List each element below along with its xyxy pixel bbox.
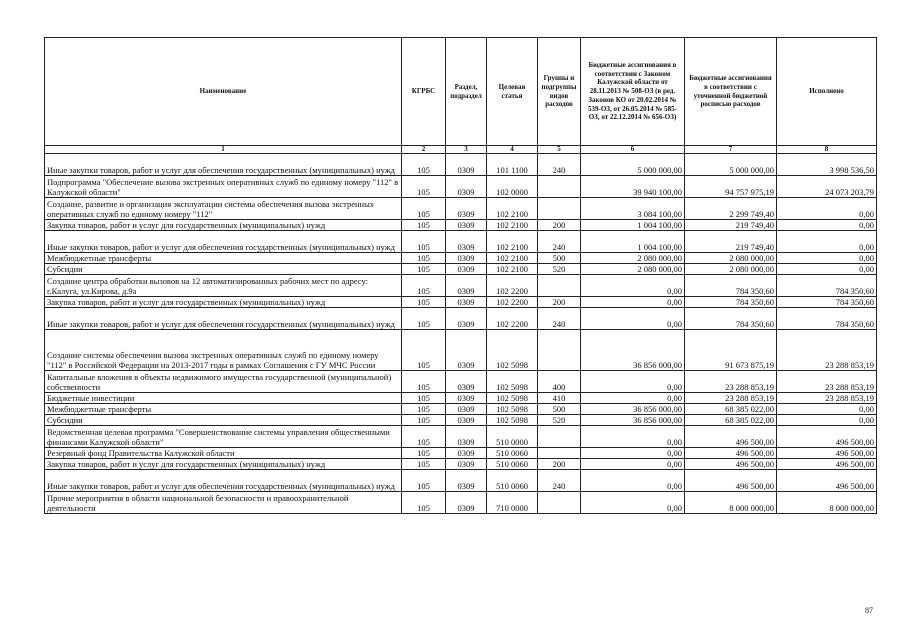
row-section: 0309 bbox=[446, 330, 487, 371]
row-revised-amount: 784 350,60 bbox=[685, 297, 777, 308]
header-executed: Исполнено bbox=[777, 38, 877, 146]
row-ktrbs: 105 bbox=[402, 220, 446, 231]
row-executed-amount: 0,00 bbox=[777, 404, 877, 415]
row-group: 400 bbox=[538, 371, 581, 393]
row-revised-amount: 5 000 000,00 bbox=[685, 154, 777, 176]
row-target: 102 2200 bbox=[487, 297, 538, 308]
row-name: Капитальные вложения в объекты недвижимого имущества государственной (муниципальной) собственности bbox=[45, 371, 402, 393]
row-executed-amount: 24 073 203,79 bbox=[777, 176, 877, 198]
table-row bbox=[45, 470, 877, 492]
row-target: 102 2100 bbox=[487, 253, 538, 264]
row-ktrbs: 105 bbox=[402, 330, 446, 371]
table-row bbox=[45, 426, 877, 448]
row-revised-amount: 2 080 000,00 bbox=[685, 264, 777, 275]
row-name: Иные закупки товаров, работ и услуг для обеспечения государственных (муниципальных) нужд bbox=[45, 231, 402, 253]
row-group: 520 bbox=[538, 415, 581, 426]
row-section: 0309 bbox=[446, 404, 487, 415]
row-ktrbs: 105 bbox=[402, 393, 446, 404]
row-revised-amount: 2 299 749,40 bbox=[685, 198, 777, 220]
row-revised-amount: 8 000 000,00 bbox=[685, 492, 777, 514]
row-target: 102 5098 bbox=[487, 404, 538, 415]
row-name: Создание системы обеспечения вызова экстренных оперативных служб по единому номеру "112" в Российской Федерации на 2013-2017 годы в рамках Соглашения с ГУ МЧС России bbox=[45, 330, 402, 371]
column-number: 7 bbox=[685, 146, 777, 154]
table-row bbox=[45, 220, 877, 231]
table-row bbox=[45, 297, 877, 308]
row-group: 240 bbox=[538, 231, 581, 253]
row-revised-amount: 2 080 000,00 bbox=[685, 253, 777, 264]
row-executed-amount: 0,00 bbox=[777, 220, 877, 231]
row-name: Резервный фонд Правительства Калужской области bbox=[45, 448, 402, 459]
row-target: 510 0000 bbox=[487, 426, 538, 448]
row-section: 0309 bbox=[446, 426, 487, 448]
row-revised-amount: 219 749,40 bbox=[685, 220, 777, 231]
row-ktrbs: 105 bbox=[402, 231, 446, 253]
table-row bbox=[45, 330, 877, 371]
row-law-amount: 39 940 100,00 bbox=[581, 176, 685, 198]
row-revised-amount: 496 500,00 bbox=[685, 470, 777, 492]
row-law-amount: 1 004 100,00 bbox=[581, 220, 685, 231]
row-ktrbs: 105 bbox=[402, 371, 446, 393]
row-law-amount: 0,00 bbox=[581, 308, 685, 330]
table-row bbox=[45, 176, 877, 198]
table-row bbox=[45, 275, 877, 297]
row-section: 0309 bbox=[446, 448, 487, 459]
row-name: Субсидии bbox=[45, 415, 402, 426]
row-group: 240 bbox=[538, 470, 581, 492]
table-row bbox=[45, 448, 877, 459]
page-number: 87 bbox=[865, 606, 873, 615]
row-name: Закупка товаров, работ и услуг для государственных (муниципальных) нужд bbox=[45, 220, 402, 231]
row-group bbox=[538, 275, 581, 297]
row-law-amount: 0,00 bbox=[581, 492, 685, 514]
row-group: 200 bbox=[538, 459, 581, 470]
row-executed-amount: 23 288 853,19 bbox=[777, 393, 877, 404]
header-law: Бюджетные ассигнования в соответствии с Законом Калужской области от 28.11.2013 № 508-ОЗ (в ред. Законов КО от 20.02.2014 № 539-ОЗ, от 26.05.2014 № 585-ОЗ, от 22.12.2014 № 656-ОЗ) bbox=[581, 38, 685, 146]
row-group: 200 bbox=[538, 220, 581, 231]
row-revised-amount: 784 350,60 bbox=[685, 308, 777, 330]
table-row bbox=[45, 459, 877, 470]
row-executed-amount: 0,00 bbox=[777, 253, 877, 264]
row-law-amount: 0,00 bbox=[581, 297, 685, 308]
row-target: 102 5098 bbox=[487, 415, 538, 426]
row-revised-amount: 496 500,00 bbox=[685, 459, 777, 470]
row-group bbox=[538, 492, 581, 514]
row-ktrbs: 105 bbox=[402, 426, 446, 448]
row-law-amount: 0,00 bbox=[581, 393, 685, 404]
row-revised-amount: 23 288 853,19 bbox=[685, 393, 777, 404]
row-ktrbs: 105 bbox=[402, 459, 446, 470]
column-number: 4 bbox=[487, 146, 538, 154]
row-revised-amount: 94 757 975,19 bbox=[685, 176, 777, 198]
row-executed-amount: 496 500,00 bbox=[777, 448, 877, 459]
header-name: Наименование bbox=[45, 38, 402, 146]
row-ktrbs: 105 bbox=[402, 470, 446, 492]
row-target: 101 1100 bbox=[487, 154, 538, 176]
row-section: 0309 bbox=[446, 176, 487, 198]
row-revised-amount: 784 350,60 bbox=[685, 275, 777, 297]
row-law-amount: 5 000 000,00 bbox=[581, 154, 685, 176]
row-section: 0309 bbox=[446, 275, 487, 297]
row-section: 0309 bbox=[446, 393, 487, 404]
row-group bbox=[538, 176, 581, 198]
row-name: Создание, развитие и организация эксплуатации системы обеспечения вызова экстренных оперативных служб по единому номеру "112" bbox=[45, 198, 402, 220]
row-group: 500 bbox=[538, 253, 581, 264]
row-name: Субсидии bbox=[45, 264, 402, 275]
row-section: 0309 bbox=[446, 297, 487, 308]
row-revised-amount: 219 749,40 bbox=[685, 231, 777, 253]
row-executed-amount: 496 500,00 bbox=[777, 426, 877, 448]
row-law-amount: 1 004 100,00 bbox=[581, 231, 685, 253]
row-ktrbs: 105 bbox=[402, 198, 446, 220]
header-target: Целевая статья bbox=[487, 38, 538, 146]
row-ktrbs: 105 bbox=[402, 176, 446, 198]
table-row bbox=[45, 393, 877, 404]
row-law-amount: 0,00 bbox=[581, 426, 685, 448]
column-number: 5 bbox=[538, 146, 581, 154]
row-ktrbs: 105 bbox=[402, 264, 446, 275]
header-revised: Бюджетные ассигнования в соответствии с уточненной бюджетной росписью расходов bbox=[685, 38, 777, 146]
row-target: 102 2200 bbox=[487, 308, 538, 330]
table-row bbox=[45, 231, 877, 253]
row-target: 102 2100 bbox=[487, 231, 538, 253]
row-target: 710 0000 bbox=[487, 492, 538, 514]
row-executed-amount: 784 350,60 bbox=[777, 275, 877, 297]
row-executed-amount: 23 288 853,19 bbox=[777, 371, 877, 393]
row-law-amount: 36 856 000,00 bbox=[581, 330, 685, 371]
row-executed-amount: 0,00 bbox=[777, 198, 877, 220]
row-section: 0309 bbox=[446, 459, 487, 470]
row-section: 0309 bbox=[446, 415, 487, 426]
row-group: 240 bbox=[538, 308, 581, 330]
row-section: 0309 bbox=[446, 308, 487, 330]
row-executed-amount: 23 288 853,19 bbox=[777, 330, 877, 371]
table-row bbox=[45, 371, 877, 393]
row-law-amount: 0,00 bbox=[581, 275, 685, 297]
row-group bbox=[538, 448, 581, 459]
row-section: 0309 bbox=[446, 220, 487, 231]
table-row bbox=[45, 404, 877, 415]
row-ktrbs: 105 bbox=[402, 297, 446, 308]
table-row bbox=[45, 492, 877, 514]
row-name: Ведомственная целевая программа "Совершенствование системы управления общественными финансами Калужской области" bbox=[45, 426, 402, 448]
row-name: Прочие мероприятия в области национальной безопасности и правоохранительной деятельности bbox=[45, 492, 402, 514]
row-section: 0309 bbox=[446, 492, 487, 514]
row-revised-amount: 68 385 022,00 bbox=[685, 415, 777, 426]
header-groups: Группы и подгруппы видов расходов bbox=[538, 38, 581, 146]
row-law-amount: 0,00 bbox=[581, 371, 685, 393]
row-law-amount: 2 080 000,00 bbox=[581, 253, 685, 264]
row-target: 102 2100 bbox=[487, 264, 538, 275]
row-name: Межбюджетные трансферты bbox=[45, 404, 402, 415]
row-ktrbs: 105 bbox=[402, 308, 446, 330]
row-ktrbs: 105 bbox=[402, 415, 446, 426]
row-name: Подпрограмма "Обеспечение вызова экстренных оперативных служб по единому номеру "112" в Калужской области" bbox=[45, 176, 402, 198]
row-section: 0309 bbox=[446, 371, 487, 393]
row-revised-amount: 496 500,00 bbox=[685, 448, 777, 459]
row-executed-amount: 0,00 bbox=[777, 231, 877, 253]
table-row bbox=[45, 264, 877, 275]
row-revised-amount: 23 288 853,19 bbox=[685, 371, 777, 393]
row-target: 102 5098 bbox=[487, 371, 538, 393]
row-group: 410 bbox=[538, 393, 581, 404]
row-executed-amount: 3 998 536,50 bbox=[777, 154, 877, 176]
row-target: 510 0060 bbox=[487, 459, 538, 470]
table-row bbox=[45, 198, 877, 220]
column-number-row bbox=[45, 146, 877, 154]
row-section: 0309 bbox=[446, 154, 487, 176]
row-executed-amount: 0,00 bbox=[777, 415, 877, 426]
row-executed-amount: 496 500,00 bbox=[777, 459, 877, 470]
row-law-amount: 36 856 000,00 bbox=[581, 415, 685, 426]
table-row bbox=[45, 308, 877, 330]
row-ktrbs: 105 bbox=[402, 253, 446, 264]
header-section: Раздел, подраздел bbox=[446, 38, 487, 146]
row-section: 0309 bbox=[446, 470, 487, 492]
row-target: 510 0060 bbox=[487, 470, 538, 492]
row-revised-amount: 496 500,00 bbox=[685, 426, 777, 448]
row-group bbox=[538, 198, 581, 220]
header-row bbox=[45, 38, 877, 146]
column-number: 2 bbox=[402, 146, 446, 154]
row-name: Закупка товаров, работ и услуг для государственных (муниципальных) нужд bbox=[45, 459, 402, 470]
row-group bbox=[538, 426, 581, 448]
column-number: 6 bbox=[581, 146, 685, 154]
row-name: Иные закупки товаров, работ и услуг для обеспечения государственных (муниципальных) нужд bbox=[45, 308, 402, 330]
row-executed-amount: 784 350,60 bbox=[777, 297, 877, 308]
row-target: 102 5098 bbox=[487, 330, 538, 371]
row-group bbox=[538, 330, 581, 371]
row-section: 0309 bbox=[446, 253, 487, 264]
column-number: 3 bbox=[446, 146, 487, 154]
row-executed-amount: 0,00 bbox=[777, 264, 877, 275]
row-revised-amount: 91 673 875,19 bbox=[685, 330, 777, 371]
header-ktrbs: КГРБС bbox=[402, 38, 446, 146]
row-law-amount: 0,00 bbox=[581, 448, 685, 459]
row-ktrbs: 105 bbox=[402, 404, 446, 415]
column-number: 8 bbox=[777, 146, 877, 154]
row-ktrbs: 105 bbox=[402, 154, 446, 176]
row-executed-amount: 8 000 000,00 bbox=[777, 492, 877, 514]
row-name: Закупка товаров, работ и услуг для государственных (муниципальных) нужд bbox=[45, 297, 402, 308]
budget-table bbox=[44, 37, 877, 514]
row-name: Создание центра обработки вызовов на 12 автоматизированных рабочих мест по адресу: г.Калуга, ул.Кирова, д.9а bbox=[45, 275, 402, 297]
row-target: 102 2100 bbox=[487, 220, 538, 231]
row-target: 102 2100 bbox=[487, 198, 538, 220]
row-executed-amount: 496 500,00 bbox=[777, 470, 877, 492]
row-target: 510 0060 bbox=[487, 448, 538, 459]
row-law-amount: 0,00 bbox=[581, 459, 685, 470]
row-name: Иные закупки товаров, работ и услуг для обеспечения государственных (муниципальных) нужд bbox=[45, 154, 402, 176]
row-name: Иные закупки товаров, работ и услуг для обеспечения государственных (муниципальных) нужд bbox=[45, 470, 402, 492]
row-name: Межбюджетные трансферты bbox=[45, 253, 402, 264]
row-target: 102 5098 bbox=[487, 393, 538, 404]
row-group: 520 bbox=[538, 264, 581, 275]
row-section: 0309 bbox=[446, 264, 487, 275]
table-row bbox=[45, 415, 877, 426]
row-law-amount: 36 856 000,00 bbox=[581, 404, 685, 415]
row-revised-amount: 68 385 022,00 bbox=[685, 404, 777, 415]
row-name: Бюджетные инвестиции bbox=[45, 393, 402, 404]
row-ktrbs: 105 bbox=[402, 448, 446, 459]
row-section: 0309 bbox=[446, 198, 487, 220]
row-group: 500 bbox=[538, 404, 581, 415]
row-ktrbs: 105 bbox=[402, 275, 446, 297]
row-section: 0309 bbox=[446, 231, 487, 253]
row-group: 200 bbox=[538, 297, 581, 308]
row-ktrbs: 105 bbox=[402, 492, 446, 514]
row-group: 240 bbox=[538, 154, 581, 176]
table-row bbox=[45, 154, 877, 176]
row-target: 102 2200 bbox=[487, 275, 538, 297]
row-law-amount: 0,00 bbox=[581, 470, 685, 492]
table-row bbox=[45, 253, 877, 264]
column-number: 1 bbox=[45, 146, 402, 154]
row-executed-amount: 784 350,60 bbox=[777, 308, 877, 330]
row-law-amount: 3 084 100,00 bbox=[581, 198, 685, 220]
row-target: 102 0000 bbox=[487, 176, 538, 198]
row-law-amount: 2 080 000,00 bbox=[581, 264, 685, 275]
